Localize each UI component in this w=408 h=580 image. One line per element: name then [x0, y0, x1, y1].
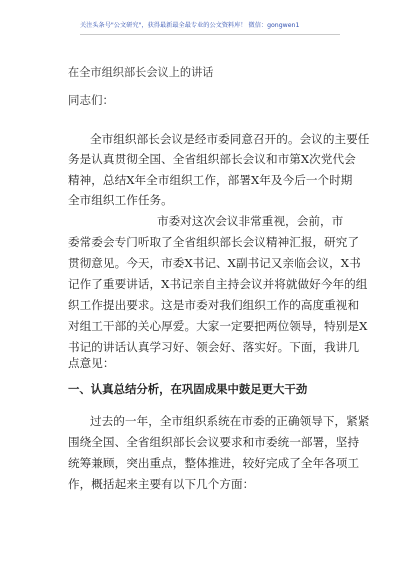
header-divider — [80, 34, 340, 35]
paragraph-3-line-4: 作，概括起来主要有以下几个方面： — [68, 477, 255, 491]
paragraph-1-line-1: 全市组织部长会议是经市委同意召开的。会议的主要任 — [90, 132, 370, 146]
paragraph-3-line-3: 统筹兼顾，突出重点，整体推进，较好完成了全年各项工 — [68, 456, 360, 470]
paragraph-1-line-4: 全市组织工作任务。 — [68, 193, 173, 207]
document-title: 在全市组织部长会议上的讲话 — [68, 66, 214, 79]
paragraph-1-line-2: 务是认真贯彻全国、全省组织部长会议和市第X次党代会 — [68, 152, 356, 166]
paragraph-3-line-2: 围绕全国、全省组织部长会议要求和市委统一部署，坚持 — [68, 435, 360, 449]
section-1-heading: 一、认真总结分析，在巩固成果中鼓足更大干劲 — [68, 382, 308, 396]
paragraph-2-line-6: 对组工干部的关心厚爱。大家一定要把两位领导，特别是X — [68, 319, 368, 333]
paragraph-2-line-5: 织工作提出要求。这是市委对我们组织工作的高度重视和 — [68, 298, 360, 312]
paragraph-2-line-3: 贯彻意见。今天，市委X书记、X副书记又亲临会议，X书 — [68, 256, 361, 270]
salutation: 同志们： — [68, 93, 114, 107]
paragraph-1-line-3: 精神，总结X年全市组织工作，部署X年及今后一个时期 — [68, 173, 353, 187]
paragraph-2-line-1: 市委对这次会议非常重视，会前，市 — [157, 214, 344, 228]
header-banner: 关注头条号"公文研究"，获得最新最全最专业的公文资料库！ 微信：gongwen1 — [80, 22, 300, 29]
paragraph-2-line-4: 记作了重要讲话，X书记亲自主持会议并将就做好今年的组 — [68, 277, 368, 291]
paragraph-2-line-2: 委常委会专门听取了全省组织部长会议精神汇报，研究了 — [68, 235, 360, 249]
paragraph-3-line-1: 过去的一年，全市组织系统在市委的正确领导下，紧紧 — [90, 414, 370, 428]
paragraph-2-line-7: 书记的讲话认真学习好、领会好、落实好。下面，我讲几 — [68, 340, 360, 354]
paragraph-2-line-8: 点意见： — [68, 356, 115, 370]
